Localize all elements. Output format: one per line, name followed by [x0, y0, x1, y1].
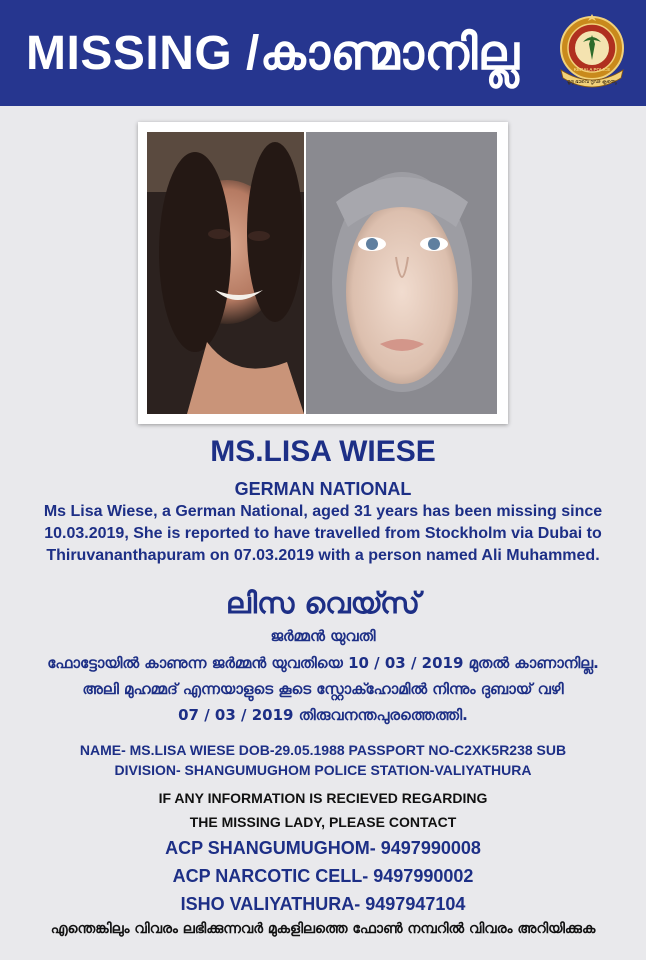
malayalam-description: [20, 650, 626, 728]
malayalam-description-line: 07 / 03 / 2019 തിരുവനന്തപുരത്തെത്തി.: [178, 706, 468, 724]
svg-text:മൃദു ഭാവെ ദൃഢ കൃത്യെ: മൃദു ഭാവെ ദൃഢ കൃത്യെ: [567, 79, 617, 85]
notice-line: THE MISSING LADY, PLEASE CONTACT: [189, 814, 457, 830]
description-line: Ms Lisa Wiese, a German National, aged 31 years has been missing since: [43, 503, 603, 520]
footer-malayalam-notice: എന്തെങ്കിലും വിവരം ലഭിക്കുന്നവർ മുകളിലത്തെ ഫോൺ നമ്പറിൽ വിവരം അറിയിക്കുക: [50, 921, 596, 937]
identity-details: [40, 740, 606, 780]
page-title: MISSING /കാണ്മാനില്ല: [26, 27, 520, 80]
contact-list: [0, 834, 646, 918]
header-banner: [0, 0, 646, 106]
missing-person-photo-1: [147, 132, 304, 414]
contact-notice: [0, 786, 646, 834]
malayalam-nationality: ജർമ്മൻ യുവതി: [270, 627, 376, 645]
nationality-label: GERMAN NATIONAL: [234, 479, 412, 499]
details-line: DIVISION- SHANGUMUGHOM POLICE STATION-VALIYATHURA: [114, 762, 532, 778]
contact-acp-narcotic-cell: ACP NARCOTIC CELL- 9497990002: [172, 866, 474, 886]
notice-line: IF ANY INFORMATION IS RECIEVED REGARDING: [158, 790, 488, 806]
malayalam-description-line: അലി മുഹമ്മദ് എന്നയാളുടെ കൂടെ സ്റ്റോക്ഹോമിൽ നിന്നും ദുബായ് വഴി: [82, 680, 564, 698]
details-line: NAME- MS.LISA WIESE DOB-29.05.1988 PASSPORT NO-C2XK5R238 SUB: [79, 742, 567, 758]
contact-isho-valiyathura: ISHO VALIYATHURA- 9497947104: [180, 894, 466, 914]
kerala-police-emblem: [549, 8, 635, 94]
contact-acp-shangumughom: ACP SHANGUMUGHOM- 9497990008: [165, 838, 481, 858]
malayalam-description-line: ഫോട്ടോയിൽ കാണുന്ന ജർമ്മൻ യുവതിയെ 10 / 03 / 2019 മുതൽ കാണാനില്ല.: [47, 654, 599, 672]
description-line: 10.03.2019, She is reported to have travelled from Stockholm via Dubai to: [44, 525, 602, 542]
english-description: [30, 501, 616, 567]
photo-frame: [138, 122, 508, 424]
description-line: Thiruvananthapuram on 07.03.2019 with a person named Ali Muhammed.: [46, 547, 600, 564]
svg-text:KERALA POLICE: KERALA POLICE: [573, 67, 611, 72]
person-name: MS.LISA WIESE: [210, 435, 436, 468]
missing-person-photo-2: [306, 132, 497, 414]
malayalam-name: ലിസ വെയ്സ്: [226, 586, 420, 620]
